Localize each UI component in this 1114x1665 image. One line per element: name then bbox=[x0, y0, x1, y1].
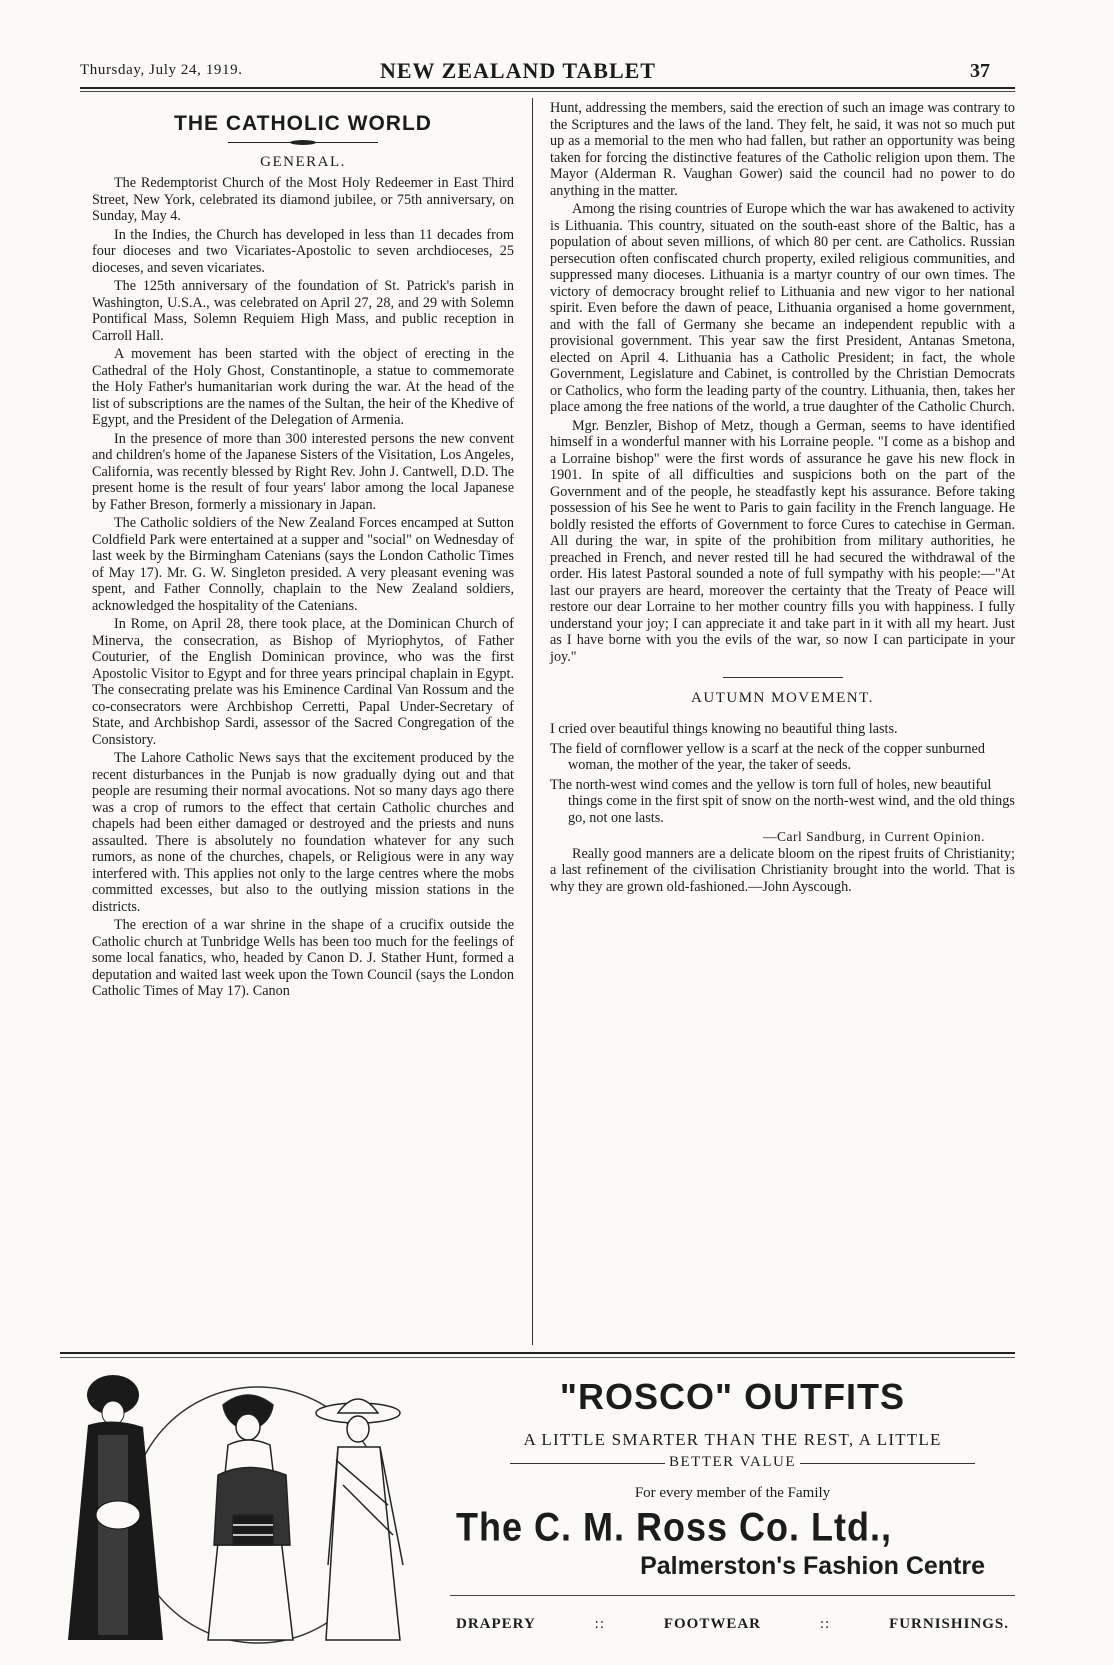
article-title: THE CATHOLIC WORLD bbox=[174, 112, 432, 135]
news-item: Mgr. Benzler, Bishop of Metz, though a German, seems to have identified himself in a wonderful manner with his Lorraine people. "I come as a bishop and a Lorraine bishop" were the first words of assurance he gave his new flock in 1901. In spite of all difficulties and suspicions both on the part of the Government and of the people, he steadfastly kept his assurance. Before taking possession of his See he went to Paris to gain facility in the French language. He boldly resisted the efforts of Government to force Cures to catechise in German. All during the war, in spite of the prohibition from military authorities, he preached in French, and never rested till he had secured the withdrawal of the order. His latest Pastoral sounded a note of full sympathy with his people:—"At last our prayers are heard, moreover the certainty that the Treaty of Peace will restore our dear Lorraine to her mother country fills you with happiness. I fully understand your joy; I can appreciate it and take part in it with all my heart. Just as I have borne with you the evils of the war, so now I can participate in your joy." bbox=[550, 417, 1015, 665]
fashion-illustration bbox=[58, 1365, 428, 1645]
dept-separator: :: bbox=[819, 1616, 831, 1632]
news-item: The Lahore Catholic News says that the excitement produced by the recent disturbances in the Punjab is now gradually dying out and that people are resuming their normal avocations. Not so many days ago there was a crop of rumors to the effect that certain Catholic churches and chapels had been either damaged or destroyed and the priests and nuns assaulted. There is absolutely no foundation whatever for any such rumors, as none of the churches, chapels, or Religious were in any way interfered with. This applies not only to the large centres where the mobs committed excesses, but also to the outlying mission stations in the districts. bbox=[92, 750, 514, 915]
advertisement bbox=[450, 1370, 1015, 1633]
page-number: 37 bbox=[970, 60, 990, 82]
news-item: The 125th anniversary of the foundation of St. Patrick's parish in Washington, U.S.A., was celebrated on April 27, 28, and 29 with Solemn Pontifical Mass, Solemn Requiem High Mass, and public reception in Carroll Hall. bbox=[92, 278, 514, 344]
ad-title: "ROSCO" OUTFITS bbox=[559, 1376, 906, 1417]
column-divider bbox=[532, 98, 533, 1345]
ad-departments bbox=[450, 1616, 1015, 1633]
issue-date: Thursday, July 24, 1919. bbox=[80, 62, 243, 78]
section-rule bbox=[723, 677, 843, 678]
ad-divider bbox=[450, 1595, 1015, 1596]
news-item: In the Indies, the Church has developed in less than 11 decades from four dioceses and two Vicariates-Apostolic to seven archdioceses, 25 dioceses, and seven vicariates. bbox=[92, 226, 514, 276]
news-item: In Rome, on April 28, there took place, at the Dominican Church of Minerva, the consecration, as Bishop of Myriophytos, of Father Couturier, of the English Dominican province, who was the first Apostolic Visitor to Egypt and for three years principal chaplain in Egypt. The consecrating prelate was his Eminence Cardinal Van Rossum and the co-consecrators were Archbishop Cerretti, Papal Under-Secretary of State, and Archbishop Sardi, assessor of the Sacred Congregation of the Consistory. bbox=[92, 616, 514, 748]
dept-furnishings: FURNISHINGS. bbox=[889, 1616, 1009, 1632]
figure-hat-woman bbox=[316, 1399, 403, 1640]
news-item: A movement has been started with the object of erecting in the Cathedral of the Holy Ghost, Constantinople, a statue to commemorate the Holy Father's humanitarian work during the war. At the head of the list of subscriptions are the names of the Sultan, the heir of the Khedive of Egypt, and the President of the Delegation of Armenia. bbox=[92, 346, 514, 428]
poem-stanza: I cried over beautiful things knowing no beautiful thing lasts. bbox=[550, 721, 898, 737]
header-rule bbox=[80, 87, 1015, 89]
poem-stanza: The field of cornflower yellow is a scarf at the neck of the copper sunburned woman, the mother of the year, the taker of seeds. bbox=[550, 740, 985, 773]
figure-coat-woman bbox=[68, 1375, 163, 1640]
news-item: Among the rising countries of Europe which the war has awakened to activity is Lithuania. This country, situated on the south-east shore of the Baltic, has a population of about seven millions, of which 80 per cent. are Catholics. Russian persecution often confiscated church property, exiled religious communities, and suppressed many dioceses. Lithuania is a martyr country of our own times. The victory of democracy brought relief to Lithuania and new vigor to her national spirit. Even before the dawn of peace, Lithuania organised a home government, and with the fall of Germany she became an independent republic with a provisional government. This year saw the first President, Antanas Smetona, elected on April 4. Lithuania has a Catholic President; in fact, the whole Government, Legislature and Cabinet, is controlled by the Christian Democrats or Catholics, who form the leading party of the country. Lithuania, then, takes her place among the free nations of the world, a true daughter of the Catholic Church. bbox=[550, 201, 1015, 415]
header-rule-thin bbox=[80, 91, 1015, 92]
news-item: The Catholic soldiers of the New Zealand Forces encamped at Sutton Coldfield Park were entertained at a supper and "social" on Wednesday of last week by the Birmingham Catenians (says the London Catholic Times of May 17). Mr. G. W. Singleton presided. A very pleasant evening was spent, and Father Connolly, chaplain to the New Zealand soldiers, acknowledged the hospitality of the Catenians. bbox=[92, 515, 514, 614]
right-column bbox=[550, 100, 1015, 897]
publication-title: NEW ZEALAND TABLET bbox=[380, 58, 656, 83]
ad-family-line: For every member of the Family bbox=[634, 1485, 831, 1501]
news-item: The Redemptorist Church of the Most Holy Redeemer in East Third Street, New York, celebrated its diamond jubilee, or 75th anniversary, on Sunday, May 4. bbox=[92, 175, 514, 224]
ad-tagline-value: BETTER VALUE bbox=[450, 1454, 1015, 1471]
ad-tagline: A LITTLE SMARTER THAN THE REST, A LITTLE bbox=[523, 1430, 942, 1449]
news-item-continued: Hunt, addressing the members, said the erection of such an image was contrary to the Scriptures and the laws of the land. They felt, he said, it was not so much put up as a memorial to the men who had fallen, but rather an opportunity was being taken for forcing the distinctive features of the Catholic religion upon them. The Mayor (Alderman R. Vaughan Gower) said the council had no power to do anything in the matter. bbox=[550, 100, 1015, 199]
closing-note: Really good manners are a delicate bloom on the ripest fruits of Christianity; a last refinement of the civilisation Christianity brought into the world. That is why they are grown old-fashioned.—John Ayscough. bbox=[550, 845, 1015, 895]
ad-rule-thin bbox=[60, 1357, 1015, 1358]
poem-title: AUTUMN MOVEMENT. bbox=[691, 690, 874, 706]
left-column bbox=[92, 100, 514, 1002]
poem bbox=[550, 721, 1015, 826]
title-ornament bbox=[228, 140, 378, 146]
dept-drapery: DRAPERY bbox=[456, 1616, 536, 1632]
dept-separator: :: bbox=[594, 1616, 605, 1632]
news-item: The erection of a war shrine in the shape of a crucifix outside the Catholic church at Tunbridge Wells has been too much for the feelings of some local fanatics, who, headed by Canon D. J. Stather Hunt, formed a deputation and waited last week upon the Town Council (says the London Catholic Times of May 17). Canon bbox=[92, 917, 514, 999]
news-item: In the presence of more than 300 interested persons the new convent and children's home of the Japanese Sisters of the Visitation, Los Angeles, California, was recently blessed by Right Rev. John J. Cantwell, D.D. The present home is the result of four years' labor among the local Japanese by Father Breson, formerly a missionary in Japan. bbox=[92, 430, 514, 513]
dept-footwear: FOOTWEAR bbox=[663, 1616, 762, 1632]
poem-stanza: The north-west wind comes and the yellow is torn full of holes, new beautiful things come in the first spit of snow on the north-west wind, and the old things go, not one lasts. bbox=[550, 776, 1015, 826]
figure-center-woman bbox=[208, 1395, 293, 1640]
ad-slogan: Palmerston's Fashion Centre bbox=[640, 1552, 985, 1580]
ad-company-name: The C. M. Ross Co. Ltd., bbox=[456, 1504, 892, 1550]
section-subhead: GENERAL. bbox=[260, 154, 346, 170]
ad-rule bbox=[60, 1352, 1015, 1354]
poem-credit: —Carl Sandburg, in Current Opinion. bbox=[763, 829, 985, 844]
